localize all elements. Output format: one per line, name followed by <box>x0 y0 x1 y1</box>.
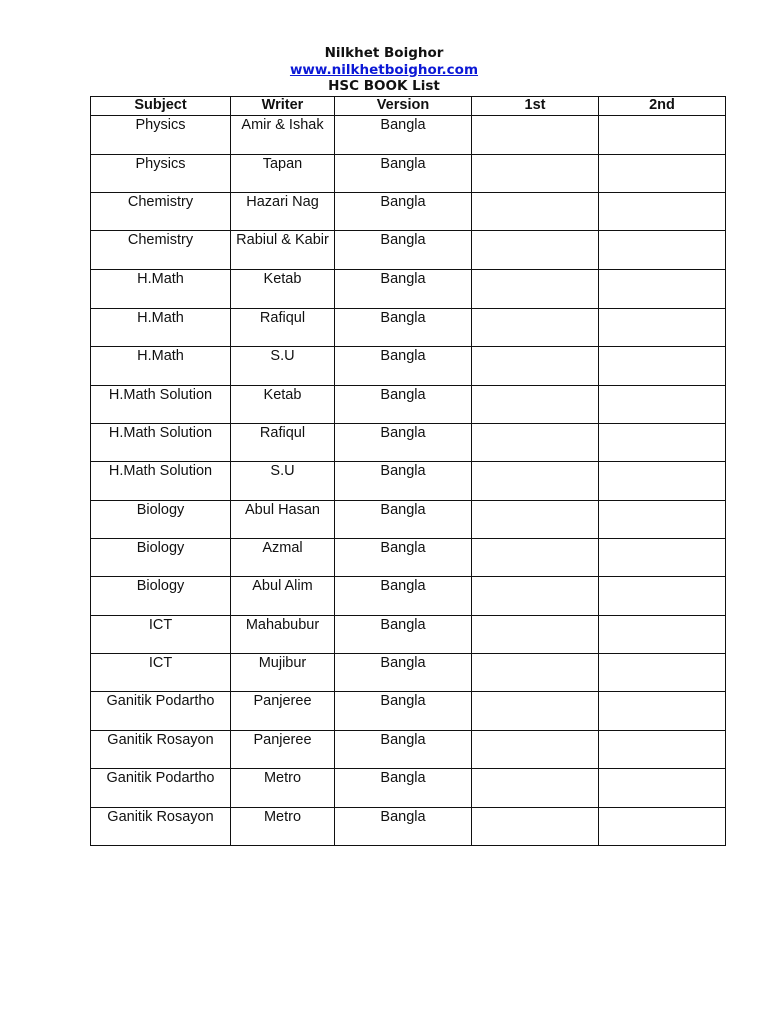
cell-subject: H.Math Solution <box>91 386 231 424</box>
cell-subject: Chemistry <box>91 231 231 270</box>
cell-2nd <box>599 155 726 193</box>
cell-1st <box>472 731 599 769</box>
cell-writer: Ketab <box>231 386 335 424</box>
table-body <box>91 116 726 846</box>
cell-writer: Rafiqul <box>231 424 335 462</box>
cell-subject: Physics <box>91 155 231 193</box>
cell-1st <box>472 501 599 539</box>
cell-2nd <box>599 731 726 769</box>
cell-writer: S.U <box>231 347 335 386</box>
cell-writer: Metro <box>231 808 335 846</box>
cell-2nd <box>599 231 726 270</box>
cell-2nd <box>599 386 726 424</box>
cell-version: Bangla <box>335 769 472 808</box>
cell-subject: H.Math <box>91 347 231 386</box>
column-header-version: Version <box>335 97 472 116</box>
table-row <box>91 692 726 731</box>
table-header-row <box>91 97 726 116</box>
cell-version: Bangla <box>335 731 472 769</box>
list-title: HSC BOOK List <box>328 78 440 94</box>
table-row <box>91 808 726 846</box>
column-header-2nd: 2nd <box>599 97 726 116</box>
column-header-writer: Writer <box>231 97 335 116</box>
cell-subject: Ganitik Rosayon <box>91 808 231 846</box>
cell-writer: Rafiqul <box>231 309 335 347</box>
cell-2nd <box>599 462 726 501</box>
cell-subject: Biology <box>91 539 231 577</box>
cell-version: Bangla <box>335 270 472 309</box>
cell-2nd <box>599 193 726 231</box>
table-row <box>91 347 726 386</box>
cell-subject: ICT <box>91 616 231 654</box>
cell-subject: H.Math <box>91 309 231 347</box>
cell-2nd <box>599 424 726 462</box>
cell-writer: Ketab <box>231 270 335 309</box>
column-header-subject: Subject <box>91 97 231 116</box>
cell-2nd <box>599 270 726 309</box>
table-row <box>91 616 726 654</box>
table-row <box>91 577 726 616</box>
table-row <box>91 193 726 231</box>
cell-version: Bangla <box>335 386 472 424</box>
table-row <box>91 501 726 539</box>
cell-writer: Hazari Nag <box>231 193 335 231</box>
cell-1st <box>472 769 599 808</box>
cell-subject: Physics <box>91 116 231 155</box>
cell-subject: Biology <box>91 577 231 616</box>
cell-1st <box>472 462 599 501</box>
cell-1st <box>472 231 599 270</box>
cell-version: Bangla <box>335 808 472 846</box>
table-row <box>91 769 726 808</box>
table-row <box>91 731 726 769</box>
cell-subject: Ganitik Podartho <box>91 692 231 731</box>
table-row <box>91 654 726 692</box>
table-row <box>91 155 726 193</box>
cell-version: Bangla <box>335 424 472 462</box>
cell-1st <box>472 116 599 155</box>
cell-1st <box>472 155 599 193</box>
cell-writer: Panjeree <box>231 692 335 731</box>
cell-subject: Ganitik Podartho <box>91 769 231 808</box>
cell-writer: Azmal <box>231 539 335 577</box>
cell-version: Bangla <box>335 539 472 577</box>
cell-2nd <box>599 808 726 846</box>
cell-version: Bangla <box>335 462 472 501</box>
shop-name: Nilkhet Boighor <box>324 45 444 61</box>
table-row <box>91 424 726 462</box>
cell-2nd <box>599 577 726 616</box>
cell-version: Bangla <box>335 692 472 731</box>
cell-version: Bangla <box>335 577 472 616</box>
cell-writer: Mujibur <box>231 654 335 692</box>
cell-version: Bangla <box>335 347 472 386</box>
cell-version: Bangla <box>335 654 472 692</box>
column-header-1st: 1st <box>472 97 599 116</box>
table-row <box>91 386 726 424</box>
cell-version: Bangla <box>335 501 472 539</box>
cell-subject: H.Math Solution <box>91 424 231 462</box>
cell-1st <box>472 577 599 616</box>
cell-version: Bangla <box>335 193 472 231</box>
cell-2nd <box>599 654 726 692</box>
table-row <box>91 270 726 309</box>
cell-1st <box>472 808 599 846</box>
table-row <box>91 116 726 155</box>
cell-1st <box>472 270 599 309</box>
document-header <box>0 45 768 95</box>
cell-version: Bangla <box>335 116 472 155</box>
cell-subject: ICT <box>91 654 231 692</box>
cell-writer: Metro <box>231 769 335 808</box>
cell-writer: Panjeree <box>231 731 335 769</box>
cell-1st <box>472 692 599 731</box>
cell-1st <box>472 193 599 231</box>
table-row <box>91 462 726 501</box>
cell-1st <box>472 424 599 462</box>
cell-1st <box>472 539 599 577</box>
cell-2nd <box>599 347 726 386</box>
cell-1st <box>472 386 599 424</box>
table-row <box>91 309 726 347</box>
cell-version: Bangla <box>335 231 472 270</box>
cell-subject: H.Math Solution <box>91 462 231 501</box>
cell-writer: Abul Hasan <box>231 501 335 539</box>
cell-version: Bangla <box>335 616 472 654</box>
cell-writer: Abul Alim <box>231 577 335 616</box>
cell-1st <box>472 347 599 386</box>
cell-writer: Mahabubur <box>231 616 335 654</box>
cell-subject: Chemistry <box>91 193 231 231</box>
cell-version: Bangla <box>335 155 472 193</box>
cell-writer: Rabiul & Kabir <box>231 231 335 270</box>
table-row <box>91 539 726 577</box>
cell-1st <box>472 616 599 654</box>
cell-1st <box>472 309 599 347</box>
cell-version: Bangla <box>335 309 472 347</box>
cell-2nd <box>599 116 726 155</box>
cell-2nd <box>599 616 726 654</box>
cell-writer: Amir & Ishak <box>231 116 335 155</box>
table-row <box>91 231 726 270</box>
cell-2nd <box>599 692 726 731</box>
cell-subject: Ganitik Rosayon <box>91 731 231 769</box>
cell-subject: Biology <box>91 501 231 539</box>
cell-2nd <box>599 769 726 808</box>
cell-2nd <box>599 539 726 577</box>
cell-2nd <box>599 309 726 347</box>
cell-subject: H.Math <box>91 270 231 309</box>
cell-1st <box>472 654 599 692</box>
cell-writer: S.U <box>231 462 335 501</box>
website-link[interactable]: www.nilkhetboighor.com <box>289 61 479 78</box>
cell-2nd <box>599 501 726 539</box>
cell-writer: Tapan <box>231 155 335 193</box>
book-list-table <box>90 96 726 846</box>
